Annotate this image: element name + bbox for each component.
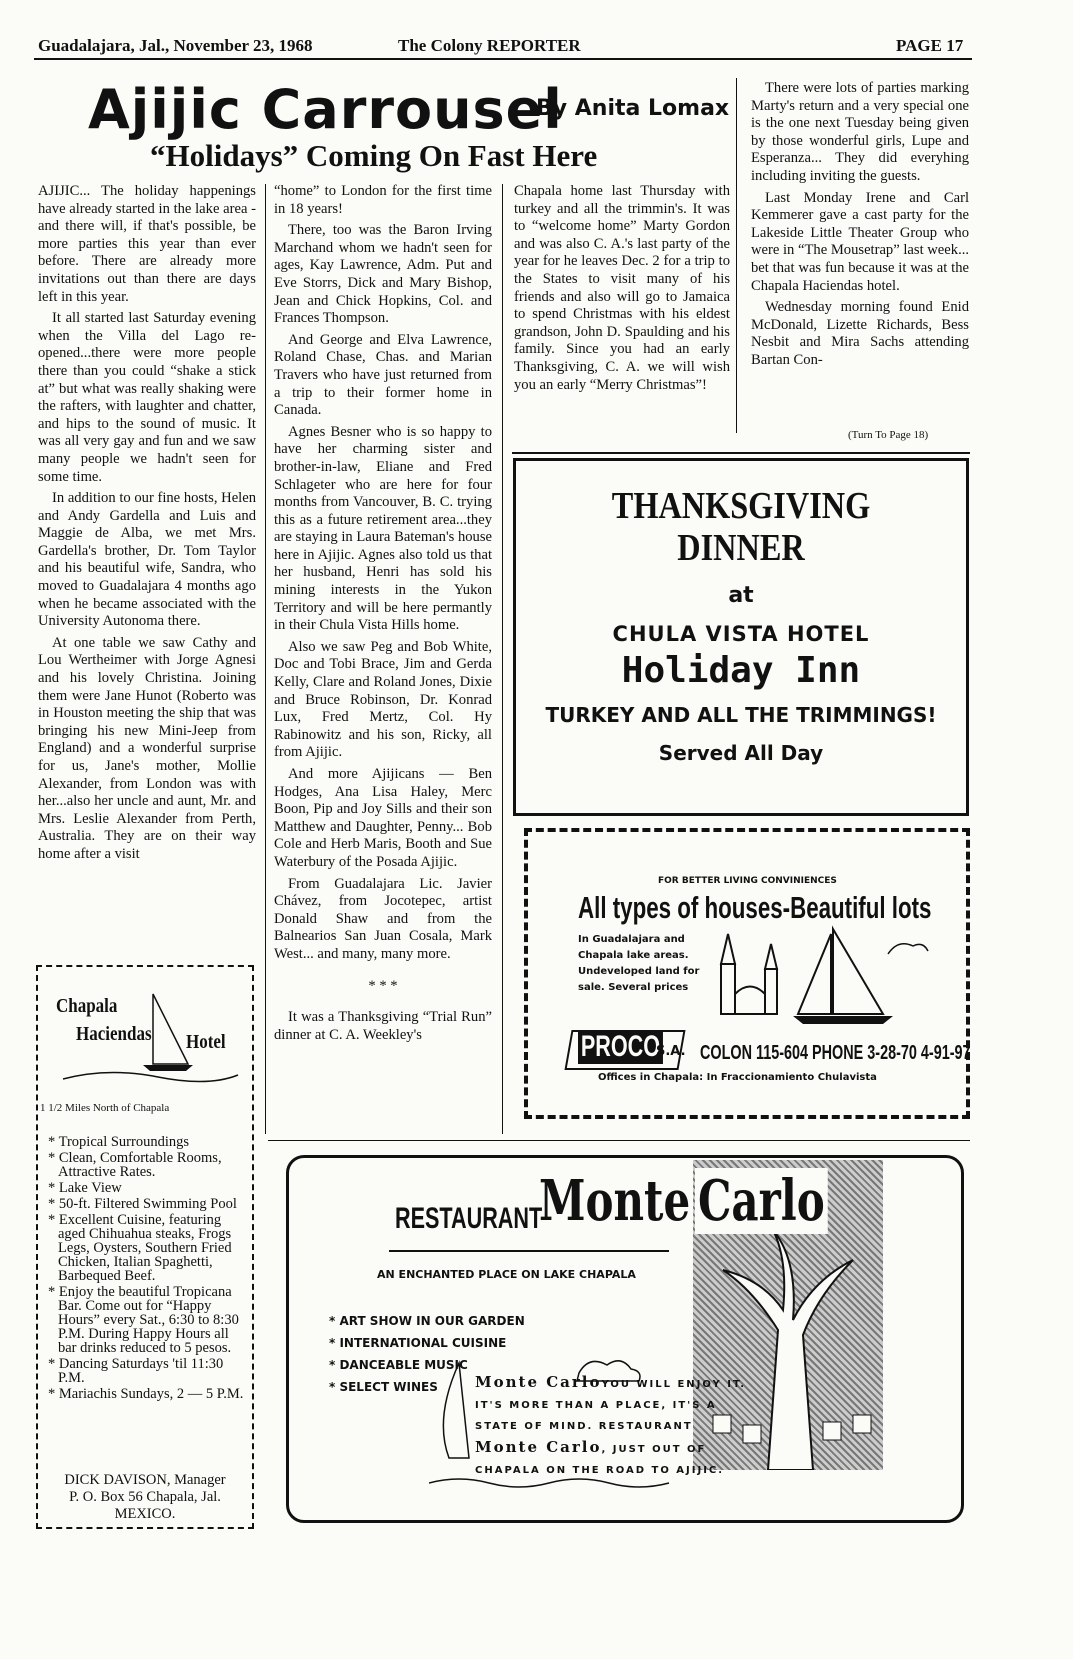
continued-notice: (Turn To Page 18) [848,429,929,441]
list-item: * Lake View [48,1180,122,1196]
ad-brand: Holiday Inn [621,650,861,691]
chapala-name-1: Chapala [56,995,118,1017]
mc-underline [389,1250,669,1252]
column-rule [502,184,503,1134]
proco-tagline: FOR BETTER LIVING CONVINIENCES [658,876,837,886]
proco-body: In Guadalajara and Chapala lake areas. Undeveloped land for sale. Several prices [578,934,700,993]
proco-ad [524,828,970,1119]
list-item: * INTERNATIONAL CUISINE [329,1336,507,1350]
list-item: * SELECT WINES [329,1380,438,1394]
paragraph: In addition to our fine hosts, Helen and Andy Gardella and Luis and Maggie de Alba, we met Mrs. Gardella's brother, Dr. Tom Taylor and his beautiful wife, Sandra, who moved to Guadalajara 4 months ago when he became associated with the University Autonoma there. [38,490,256,630]
mc-name-1: Monte [539,1168,691,1234]
paragraph: And George and Elva Lawrence, Roland Chase, Chas. and Marian Travers who have just returned from a trip to their former home in Canada. [274,331,492,419]
paragraph: And more Ajijicans — Ben Hodges, Ana Lisa Haley, Merc Boon, Pip and Joy Sills and their son Matthew and Daughter, Penny... Bob Cole and Herb Maris, Booth and Sue Waterbury of the Posada Ajijic. [274,766,492,870]
proco-offices: Offices in Chapala: In Fraccionamiento Chulavista [598,1072,877,1083]
ad-hotel: CHULA VISTA HOTEL [612,622,870,646]
proco-logo: PROCO [578,1030,663,1064]
article-column-4 [751,80,969,425]
mc-slogan: Monte CarloYOU WILL ENJOY IT. IT'S MORE THAN A PLACE, IT'S A STATE OF MIND. RESTAURANT Monte Carlo, JUST OUT OF CHAPALA ON THE ROAD TO AJIJIC. [475,1373,747,1476]
list-item: * DANCEABLE MUSIC [329,1358,468,1372]
paragraph: Agnes Besner who is so happy to have her charming sister and brother-in-law, Eliane and Fred Schlageter who are here for four months from Vancouver, B. C. trying this as a future retirement area...they are staying in Laura Bateman's house here in Ajijic. Agnes also told us that her husband, Henri has sold his mining interests in the Yukon Territory and will be here permantly in their Chula Vista Hills home. [274,423,492,634]
masthead-paper: The Colony REPORTER [398,36,581,55]
paragraph: Also we saw Peg and Bob White, Doc and Tobi Brace, Jim and Gerda Kelly, Clare and Roland Jones, Dixie and Bruce Robinson, Dr. Konrad Lux, Fred Mertz, Col. Hy Rabinowitz and his son, Ricky, all from Ajijic. [274,638,492,761]
church-sailboat-illustration [713,924,933,1034]
ad-menu: TURKEY AND ALL THE TRIMMINGS! [545,703,937,727]
masthead-date: Guadalajara, Jal., November 23, 1968 [38,36,313,55]
paragraph: There were lots of parties marking Marty's return and a very special one is the one next Tuesday being given by those wonderful girls, Lupe and Esperanza... They did everyhing including inviting the guests. [751,80,969,184]
paragraph: From Guadalajara Lic. Javier Chávez, from Jocotepec, artist Donald Shaw and from the Balnearios San Juan Cosala, Mark West... and many, many more. [274,875,492,962]
mc-tagline: AN ENCHANTED PLACE ON LAKE CHAPALA [377,1268,636,1281]
list-item: * 50-ft. Filtered Swimming Pool [48,1196,237,1212]
article-column-1 [38,183,256,953]
chapala-features [46,1135,244,1403]
proco-headline: All types of houses-Beautiful lots [578,890,932,925]
list-item: * Mariachis Sundays, 2 — 5 P.M. [48,1386,244,1402]
paragraph: Chapala home last Thursday with turkey and all the trimmin's. It was to “welcome home” Marty Gordon and was also C. A.'s last party of the year for he leaves Dec. 2 for a trip to the States to visit many of his friends and also will go to Jamaica to spend Christmas with his eldest grandson, John D. Spaulding and his family. Since you had an early Thanksgiving, C. A. we will wish you an early “Merry Christmas”! [514,183,730,393]
paragraph: AJIJIC... The holiday happenings have already started in the lake area - and there will, if that's possible, be more parties this year than ever before. There are already more invitations out than there are days left in this year. [38,183,256,305]
masthead-rule [34,58,972,60]
ad-at: at [728,583,754,608]
paragraph: Wednesday morning found Enid McDonald, Lizette Richards, Bess Nesbit and Mira Sachs attending Bartan Con- [751,299,969,368]
mc-restaurant: RESTAURANT [395,1202,543,1235]
article-byline: By Anita Lomax [536,96,730,121]
column-rule [265,184,266,1134]
chapala-name-2: Haciendas [76,1023,152,1045]
ad-rule [268,1140,970,1141]
paragraph: “home” to London for the first time in 18 years! [274,183,492,217]
paragraph: There, too was the Baron Irving Marchand whom we hadn't seen for ages, Kay Lawrence, Adm. Put and Eve Storrs, Dick and Mary Bishop, Jean and Chick Hopkins, Col. and Frances Thompson. [274,222,492,327]
paragraph: At one table we saw Cathy and Lou Wertheimer with Jorge Agnesi and his lovely Christina. Joining them were Jane Hunot (Roberto was in Houston meeting the ship that was bringing his new Mini-Jeep from England) and a wonderful surprise for us, Jane's mother, Mollie Alexander, from London was with her...also her uncle and aunt, Mr. and Mrs. Leslie Alexander from Perth, Australia. They are on their way home after a visit [38,634,256,862]
sailboat-icon [58,989,243,1089]
chapala-name-3: Hotel [186,1031,226,1053]
column-rule [736,78,737,433]
monte-carlo-ad [286,1155,964,1523]
chapala-haciendas-ad [36,965,254,1529]
paragraph: It all started last Saturday evening when the Villa del Lago re-opened...there were more people there than you could “shake a stick at” but what was really shaking were the rafters, with laughter and chatter, and hips to the sound of music. It was all very gay and fun and we saw many people we hadn't seen for some time. [38,310,256,485]
list-item: * Enjoy the beautiful Tropicana Bar. Come out for “Happy Hours” every Sat., 6:30 to 8:30 P.M. During Happy Hours all bar drinks reduced to 5 pesos. [48,1284,239,1356]
list-item: * Clean, Comfortable Rooms, Attractive Rates. [48,1150,222,1180]
section-break: * * * [368,977,398,994]
ad-heading: THANKSGIVING DINNER [611,485,871,569]
mc-name-2: Carlo [695,1168,828,1234]
article-column-3 [514,183,730,445]
list-item: * Tropical Surroundings [48,1134,189,1150]
list-item: * Excellent Cuisine, featuring aged Chihuahua steaks, Frogs Legs, Oysters, Southern Fried Chicken, Italian Spaghetti, Barbequed Beef. [48,1212,232,1284]
proco-logo-suffix: S.A. [656,1044,686,1059]
paragraph: It was a Thanksgiving “Trial Run” dinner at C. A. Weekley's [274,1009,492,1043]
masthead-page: PAGE 17 [896,36,964,55]
paragraph: Last Monday Irene and Carl Kemmerer gave a cast party for the Lakeside Little Theater Group who were in “The Mousetrap” last week... bet that was fun because it was at the Chapala Haciendas hotel. [751,189,969,294]
article-subtitle: “Holidays” Coming On Fast Here [150,138,598,173]
article-title: Ajijic Carrousel [88,78,563,141]
list-item: * ART SHOW IN OUR GARDEN [329,1314,525,1328]
list-item: * Dancing Saturdays 'til 11:30 P.M. [48,1356,224,1386]
chapala-contact: DICK DAVISON, Manager P. O. Box 56 Chapala, Jal. MEXICO. [64,1472,226,1522]
ad-rule [512,452,970,454]
article-column-2 [274,183,492,1143]
chapala-distance: 1 1/2 Miles North of Chapala [40,1102,170,1114]
proco-contact: COLON 115-604 PHONE 3-28-70 4-91-97 [700,1042,971,1064]
thanksgiving-ad [513,458,969,816]
ad-served: Served All Day [658,741,824,765]
